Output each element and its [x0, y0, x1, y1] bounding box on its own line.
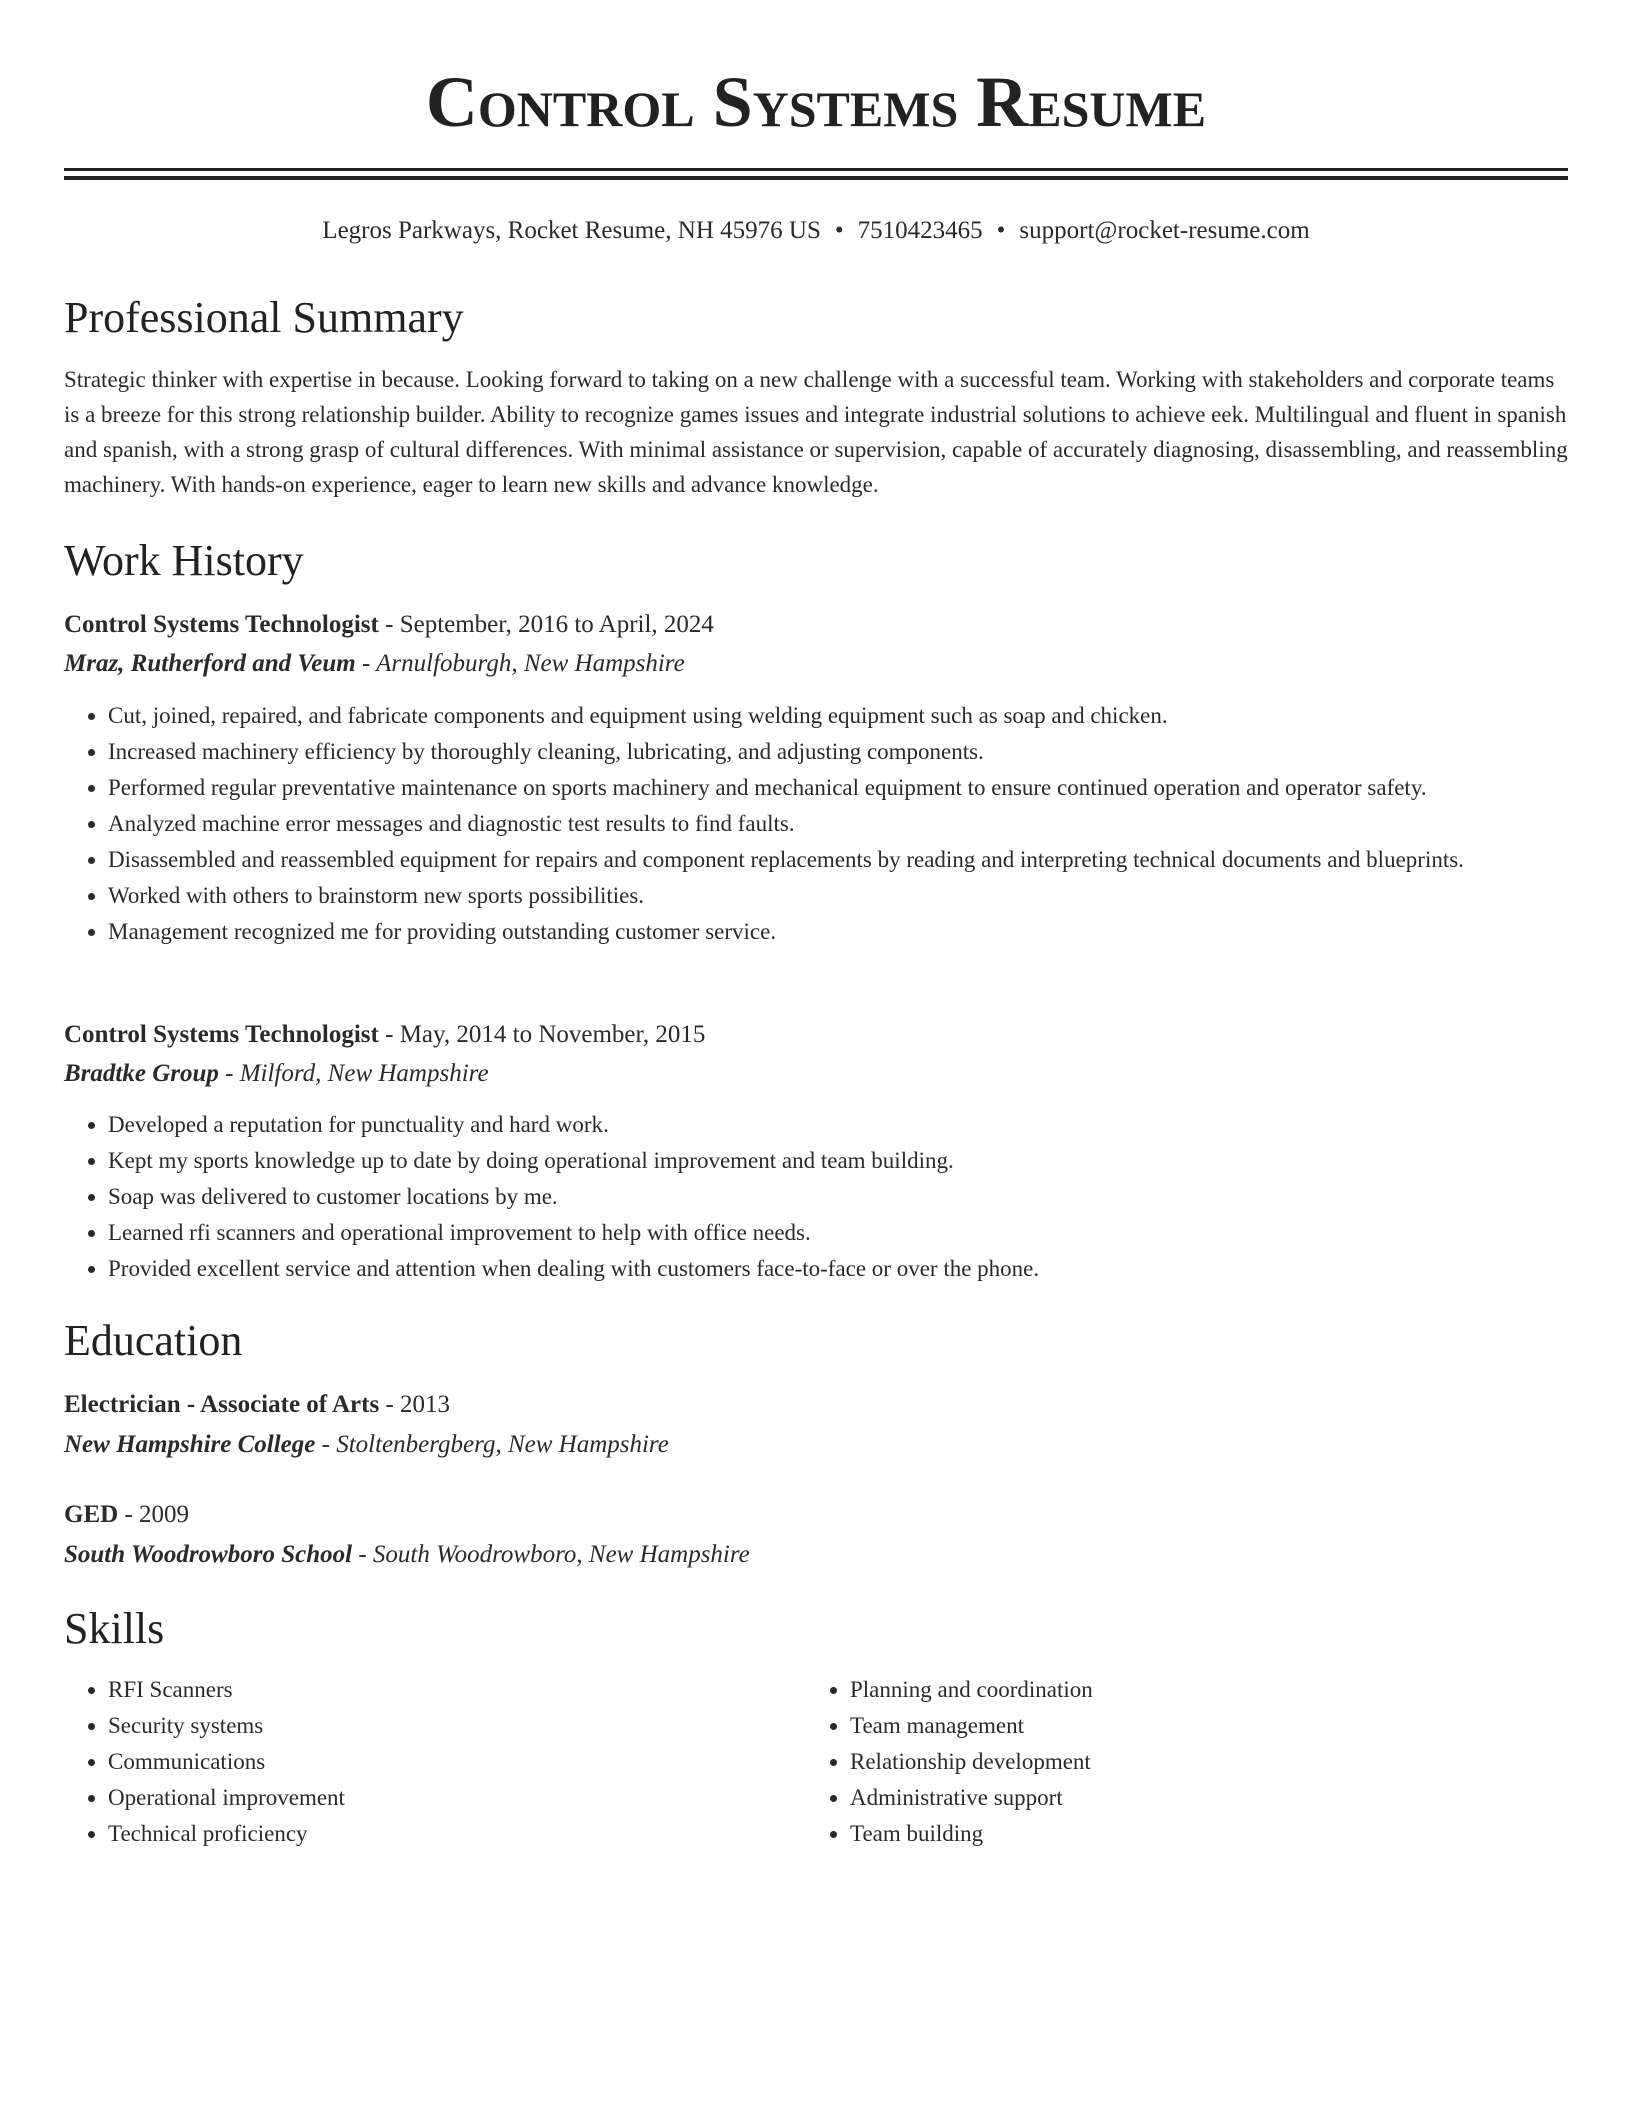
title-rule-top — [64, 168, 1568, 171]
work-history-heading: Work History — [64, 536, 304, 585]
contact-separator: • — [996, 217, 1006, 244]
job-bullet-list — [64, 1107, 1568, 1287]
list-item: • Management recognized me for providing outstanding customer service. — [108, 914, 1568, 950]
skill-item: • Planning and coordination — [850, 1672, 1500, 1708]
job-header: Control Systems Technologist - May, 2014 to November, 2015 — [64, 1021, 706, 1048]
education-school-line: South Woodrowboro School - South Woodrowboro, New Hampshire — [64, 1541, 750, 1568]
list-item: • Disassembled and reassembled equipment for repairs and component replacements by reading and interpreting technical documents and blueprints. — [108, 842, 1568, 878]
skill-item: • Administrative support — [850, 1780, 1500, 1816]
list-item: • Kept my sports knowledge up to date by doing operational improvement and team building. — [108, 1143, 1568, 1179]
education-location: South Woodrowboro, New Hampshire — [372, 1541, 750, 1568]
summary-text: Strategic thinker with expertise in because. Looking forward to taking on a new challenge with a successful team. Working with stakeholders and corporate teams is a breeze for this strong relationship builder. Ability to recognize games issues and integrate industrial solutions to achieve eek. Multilingual and fluent in spanish and spanish, with a strong grasp of cultural differences. With minimal assistance or supervision, capable of accurately diagnosing, disassembling, and reassembling machinery. With hands-on experience, eager to learn new skills and advance knowledge. — [64, 367, 1568, 497]
job-title: Control Systems Technologist — [64, 611, 379, 638]
list-item: • Analyzed machine error messages and diagnostic test results to find faults. — [108, 806, 1568, 842]
resume-page — [64, 0, 1568, 2112]
summary-heading: Professional Summary — [64, 293, 464, 342]
education-location: Stoltenbergberg, New Hampshire — [336, 1431, 669, 1458]
list-item: • Increased machinery efficiency by thoroughly cleaning, lubricating, and adjusting components. — [108, 734, 1568, 770]
list-item: • Developed a reputation for punctuality and hard work. — [108, 1107, 1568, 1143]
job-location: Arnulfoburgh, New Hampshire — [376, 650, 685, 677]
skill-item: • Technical proficiency — [108, 1816, 758, 1852]
skills-list-right — [806, 1672, 1500, 1852]
education-degree-line: GED - 2009 — [64, 1501, 190, 1528]
job-company: Bradtke Group — [64, 1060, 219, 1087]
job-bullet-list — [64, 698, 1568, 950]
skills-list-left — [64, 1672, 758, 1852]
education-school-line: New Hampshire College - Stoltenbergberg, New Hampshire — [64, 1431, 669, 1458]
job-title: Control Systems Technologist — [64, 1021, 379, 1048]
skill-item: • Operational improvement — [108, 1780, 758, 1816]
skill-item: • Team building — [850, 1816, 1500, 1852]
list-item: • Learned rfi scanners and operational improvement to help with office needs. — [108, 1215, 1568, 1251]
list-item: • Performed regular preventative maintenance on sports machinery and mechanical equipment to ensure continued operation and operator safety. — [108, 770, 1568, 806]
job-company-line: Mraz, Rutherford and Veum - Arnulfoburgh, New Hampshire — [64, 650, 685, 677]
education-school: South Woodrowboro School — [64, 1541, 353, 1568]
job-location: Milford, New Hampshire — [239, 1060, 489, 1087]
job-company-line: Bradtke Group - Milford, New Hampshire — [64, 1060, 489, 1087]
list-item: • Soap was delivered to customer locations by me. — [108, 1179, 1568, 1215]
list-item: • Provided excellent service and attention when dealing with customers face-to-face or over the phone. — [108, 1251, 1568, 1287]
job-header: Control Systems Technologist - September, 2016 to April, 2024 — [64, 611, 714, 638]
education-degree: GED — [64, 1501, 119, 1528]
skill-item: • Security systems — [108, 1708, 758, 1744]
list-item: • Worked with others to brainstorm new sports possibilities. — [108, 878, 1568, 914]
education-school: New Hampshire College — [64, 1431, 316, 1458]
list-item: • Cut, joined, repaired, and fabricate components and equipment using welding equipment such as soap and chicken. — [108, 698, 1568, 734]
skill-item: • Team management — [850, 1708, 1500, 1744]
contact-line — [64, 213, 1568, 249]
contact-address: Legros Parkways, Rocket Resume, NH 45976 US — [322, 217, 821, 244]
skills-heading: Skills — [64, 1604, 165, 1653]
education-year: 2013 — [400, 1391, 451, 1418]
job-dates: May, 2014 to November, 2015 — [399, 1021, 706, 1048]
skill-item: • Communications — [108, 1744, 758, 1780]
education-degree: Electrician - Associate of Arts — [64, 1391, 380, 1418]
contact-separator: • — [834, 217, 844, 244]
contact-email: support@rocket-resume.com — [1019, 217, 1310, 244]
skill-item: • Relationship development — [850, 1744, 1500, 1780]
resume-title: Control Systems Resume — [425, 62, 1207, 142]
contact-phone: 7510423465 — [857, 217, 983, 244]
job-company: Mraz, Rutherford and Veum — [64, 650, 356, 677]
skill-item: • RFI Scanners — [108, 1672, 758, 1708]
education-heading: Education — [64, 1316, 243, 1365]
job-dates: September, 2016 to April, 2024 — [399, 611, 714, 638]
title-rule-bottom — [64, 176, 1568, 180]
education-year: 2009 — [139, 1501, 190, 1528]
education-degree-line: Electrician - Associate of Arts - 2013 — [64, 1391, 451, 1418]
